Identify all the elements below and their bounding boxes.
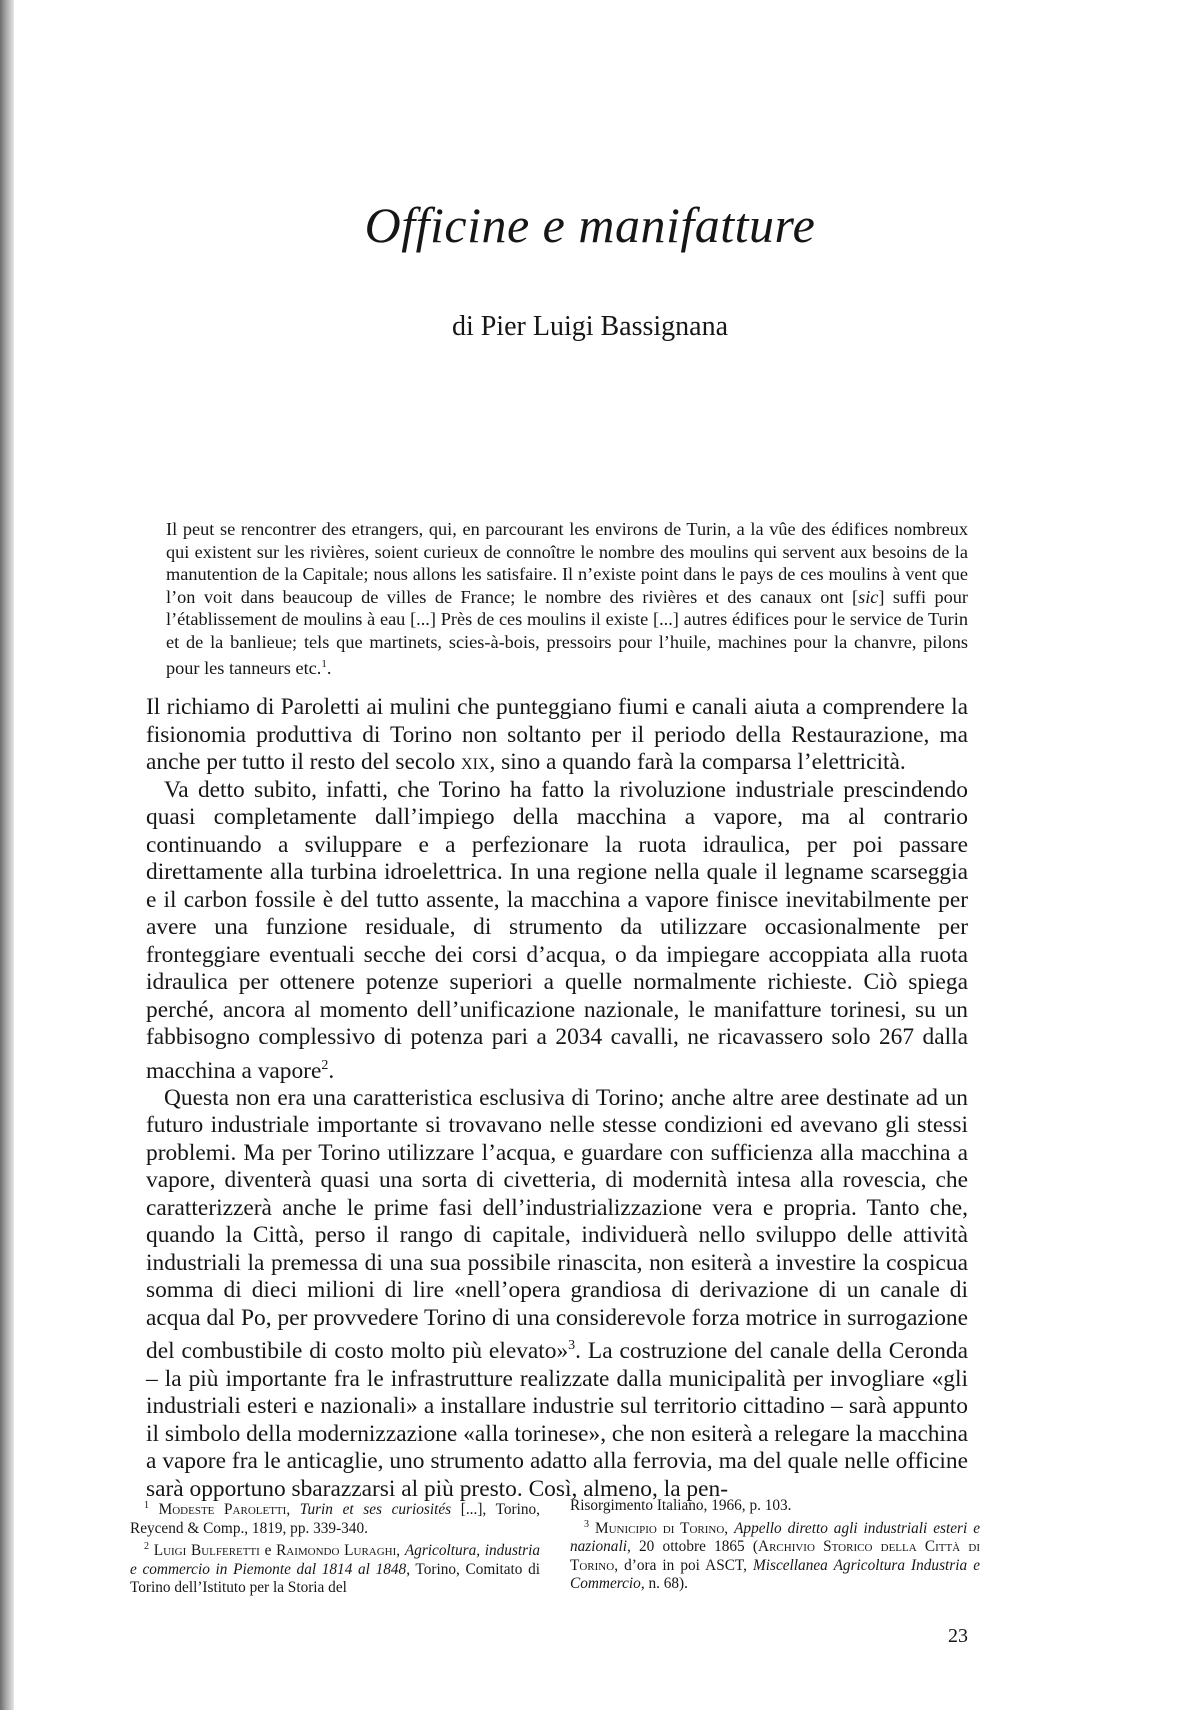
- footnote-3: $^3$ Municipio di Torino, Appello diretto agli industriali esteri e nazionali, 20 ottobre 1865 (Archivio Storico della Città di Torino, d’ora in poi ASCT, Miscellanea Agricoltura Industria e Commercio, n. 68).: [570, 1518, 981, 1593]
- chapter-title: Officine e manifatture: [364, 197, 816, 253]
- paragraph-1-text-b: , sino a quando farà la comparsa l’elettricità.: [489, 749, 906, 775]
- footnote-3-date: , 20 ottobre 1865 (: [626, 1538, 759, 1556]
- paragraph-1: [146, 694, 968, 777]
- footnote-2-rest: , Torino, Comitato di Torino dell’Istituto per la Storia del: [130, 1560, 540, 1597]
- footnote-2-author-2: Raimondo Luraghi: [276, 1542, 397, 1560]
- footnote-2-title: Agricoltura, industria e commercio in Piemonte dal 1814 al 1848: [130, 1542, 540, 1578]
- footnote-2-and: e: [259, 1542, 277, 1560]
- footnote-ref-2: 2: [321, 1057, 329, 1073]
- century-numeral: xix: [461, 749, 490, 775]
- footnote-1-title: Turin et ses curiosités: [299, 1501, 452, 1519]
- footnotes-right-column: [570, 1497, 980, 1594]
- footnote-3-archive: Archivio Storico della Città di Torino: [570, 1538, 980, 1574]
- paragraph-2-text: Va detto subito, infatti, che Torino ha fatto la rivoluzione industriale prescindendo quasi completamente dall’impiego della macchina a vapore, ma al contrario continuando a sviluppare e a perfezionare la ruota idraulica, per poi passare direttamente alla turbina idroelettrica. In una regione nella quale il legname scarseggia e il carbon fossile è del tutto assente, la macchina a vapore finisce inevitabilmente per avere una funzione residuale, di strumento da utilizzare occasionalmente per fronteggiare eventuali secche dei corsi d’acqua, o da impiegare accoppiata alla ruota idraulica per ottenere potenze superiori a quelle normalmente richieste. Ciò spiega perché, ancora al momento dell’unificazione nazionale, le manifatture torinesi, su un fabbisogno complessivo di potenza pari a 2034 cavalli, ne ricavassero solo 267 dalla macchina a vapore: [146, 776, 968, 1084]
- footnote-ref-1: 1: [321, 658, 327, 670]
- footnote-1-rest: [...], Torino, Reycend & Comp., 1819, pp. 339-340.: [130, 1501, 540, 1537]
- footnote-1-author: Modeste Paroletti: [158, 1501, 287, 1519]
- footnotes-left-column: [130, 1497, 540, 1598]
- footnote-2-continuation: Risorgimento Italiano, 1966, p. 103.: [570, 1497, 792, 1514]
- footnote-3-number: 3: [584, 1518, 589, 1530]
- footnote-1-number: 1: [144, 1500, 149, 1511]
- page-spine-shadow: [0, 0, 14, 1710]
- quote-end: .: [326, 658, 332, 679]
- footnote-2-number: 2: [144, 1541, 149, 1553]
- paragraph-3-rest: . La costruzione del canale della Ceronda – la più importante fra le infrastrutture realizzate dalla municipalità per invogliare «gli industriali esteri e nazionali» a installare industrie sul territorio cittadino – sarà appunto il simbolo della modernizzazione «alla torinese», che non esiterà a relegare la macchina a vapore fra le anticaglie, uno strumento adatto alla ferrovia, ma del quale nelle officine sarà opportuno sbarazzarsi al più presto. Così, almeno, la pen-: [146, 1338, 968, 1502]
- footnote-1: $^1$ Modeste Paroletti, Turin et ses curiosités [...], Torino, Reycend & Comp., 1819, pp. 339-340.: [130, 1500, 540, 1537]
- footnote-2-author-1: Luigi Bulferetti: [153, 1542, 260, 1560]
- footnote-ref-3: 3: [568, 1338, 576, 1354]
- paragraph-2-end: .: [328, 1057, 335, 1084]
- footnote-3-title: Appello diretto agli industriali esteri e nazionali: [570, 1519, 981, 1556]
- quote-text-before: Il peut se rencontrer des etrangers, qui, en parcourant les environs de Turin, a la vûe des édifices nombreux qui existent sur les rivières, soient curieux de connoître le nombre des moulins qui servent aux besoins de la manutention de la Capitale; nous allons les satisfaire. Il n’existe point dans le pays de ces moulins à vent que l’on voit dans beaucoup de villes de France; le nombre des rivières et des canaux ont [: [166, 519, 968, 607]
- footnote-3-rest: , d’ora in poi ASCT,: [614, 1556, 754, 1574]
- paragraph-3-text: Questa non era una caratteristica esclusiva di Torino; anche altre aree destinate ad un futuro industriale importante si trovavano nelle stesse condizioni ed avevano gli stessi problemi. Ma per Torino utilizzare l’acqua, e guardare con sufficienza alla macchina a vapore, diventerà quasi una sorta di civetteria, di modernità intesa alla rovescia, che caratterizzerà anche le prime fasi dell’industrializzazione vera e propria. Tanto che, quando la Città, perso il rango di capitale, individuerà nello sviluppo delle attività industriali la premessa di una sua possibile rinascita, non esiterà a investire la cospicua somma di dieci milioni di lire «nell’opera grandiosa di derivazione di un canale di acqua dal Po, per provvedere Torino di una considerevole forza motrice in surrogazione del combustibile di costo molto più elevato»: [146, 1084, 968, 1365]
- page-number: 23: [948, 1625, 968, 1647]
- epigraph-quote: [166, 518, 968, 680]
- footnote-3-collection: Miscellanea Agricoltura Industria e Commercio: [570, 1556, 980, 1593]
- paragraph-1-text-a: Il richiamo di Paroletti ai mulini che punteggiano fiumi e canali aiuta a comprendere la fisionomia produttiva di Torino non soltanto per il periodo della Restaurazione, ma anche per tutto il resto del secolo: [146, 694, 968, 775]
- footnote-2: $^2$ Luigi Bulferetti e Raimondo Luraghi, Agricoltura, industria e commercio in Piemonte dal 1814 al 1848, Torino, Comitato di Torino dell’Istituto per la Storia del: [130, 1541, 540, 1597]
- paragraph-2: [146, 777, 968, 1085]
- quote-sic: sic: [858, 586, 879, 607]
- footnote-3-author: Municipio di Torino: [594, 1519, 725, 1537]
- paragraph-3: [146, 1085, 968, 1503]
- footnote-3-end: , n. 68).: [640, 1575, 688, 1593]
- body-text: [146, 694, 968, 1503]
- chapter-author: di Pier Luigi Bassignana: [451, 311, 729, 342]
- quote-text-after: ] suffi pour l’établissement de moulins à eau [...] Près de ces moulins il existe [...] autres édifices pour le service de Turin et de la banlieue; tels que martinets, scies-à-bois, pressoirs pour l’huile, machines pour la chanvre, pilons pour les tanneurs etc.: [166, 586, 969, 679]
